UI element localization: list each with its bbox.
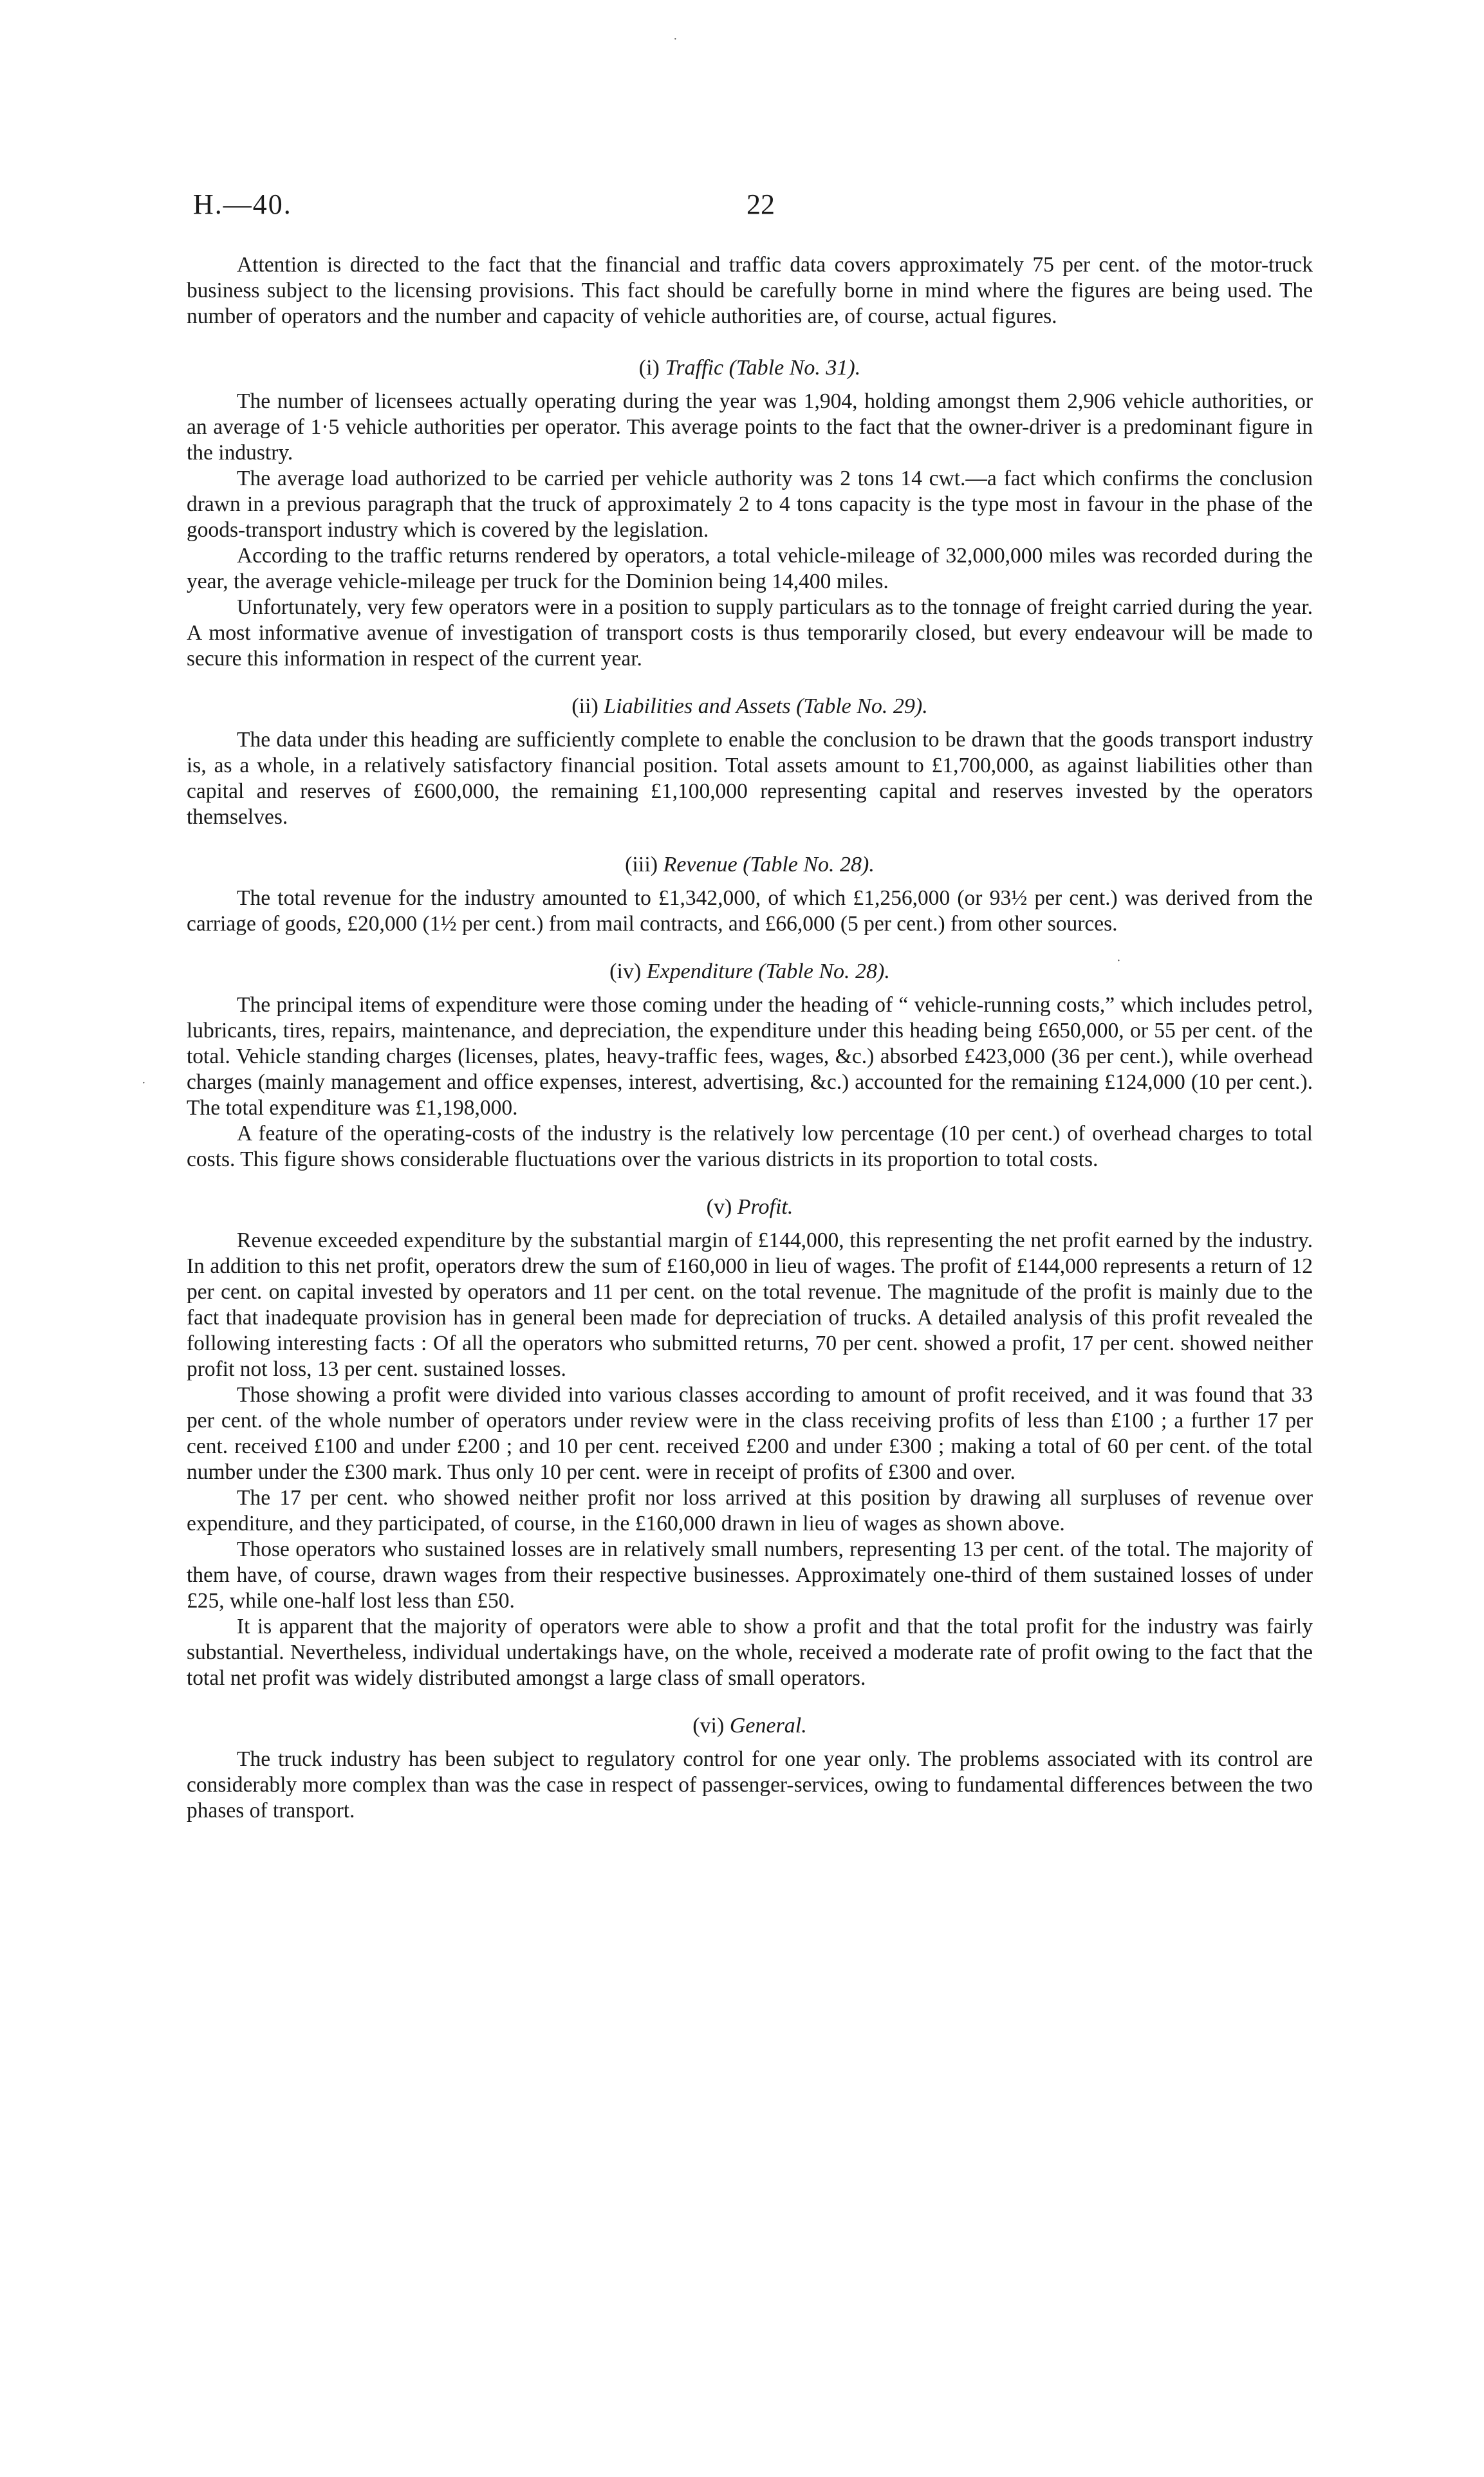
section-number: (iv) (609, 960, 642, 983)
intro-paragraph: Attention is directed to the fact that the financial and traffic data covers approximately 75 per cent. of the motor-truck business subject to the licensing provisions. This fact should be carefully borne in mind where the figures are being used. The number of operators and the number and capacity of vehicle authorities are, of course, actual figures. (187, 253, 1313, 328)
section-paragraph: Revenue exceeded expenditure by the substantial margin of £144,000, this representing the net profit earned by the industry. In addition to this net profit, operators drew the sum of £160,000 in lieu of wages. The profit of £144,000 represents a return of 12 per cent. on capital invested by operators and 11 per cent. on the total revenue. The magnitude of the profit is mainly due to the fact that inadequate provision has in general been made for depreciation of trucks. A detailed analysis of this profit revealed the following interesting facts : Of all the operators who submitted returns, 70 per cent. showed a profit, 17 per cent. showed neither profit not loss, 13 per cent. sustained losses. (187, 1229, 1313, 1381)
section-paragraph: The principal items of expenditure were those coming under the heading of “ vehicle-running costs,” which includes petrol, lubricants, tires, repairs, maintenance, and depreciation, the expenditure under this heading being £650,000, or 55 per cent. of the total. Vehicle standing charges (licenses, plates, heavy-traffic fees, wages, &c.) absorbed £423,000 (36 per cent.), while overhead charges (mainly management and office expenses, interest, advertising, &c.) accounted for the remaining £124,000 (10 per cent.). The total expenditure was £1,198,000. (187, 993, 1313, 1120)
section-paragraph: The data under this heading are sufficiently complete to enable the conclusion to be drawn that the goods transport industry is, as a whole, in a relatively satisfactory financial position. Total assets amount to £1,700,000, as against liabilities other than capital and reserves of £600,000, the remaining £1,100,000 representing capital and reserves invested by the operators themselves. (187, 728, 1313, 829)
section-heading (187, 1194, 1313, 1220)
section-paragraph: A feature of the operating-costs of the industry is the relatively low percentage (10 per cent.) of overhead charges to total costs. This figure shows considerable fluctuations over the various districts in its proportion to total costs. (187, 1122, 1313, 1171)
section-number: (ii) (571, 694, 598, 718)
scan-mark: · (673, 32, 678, 46)
section-number: (vi) (692, 1714, 725, 1738)
section-paragraph: Those operators who sustained losses are in relatively small numbers, representing 13 per cent. of the total. The majority of them have, of course, drawn wages from their respective businesses. Approximately one-third of them sustained losses of under £25, while one-half lost less than £50. (187, 1537, 1313, 1613)
section-heading (187, 694, 1313, 719)
section-heading (187, 355, 1313, 381)
section-paragraph: The 17 per cent. who showed neither profit nor loss arrived at this position by drawing all surpluses of revenue over expenditure, and they participated, of course, in the £160,000 drawn in lieu of wages as shown above. (187, 1486, 1313, 1535)
section-title: Revenue (Table No. 28). (663, 853, 875, 877)
section-heading (187, 852, 1313, 878)
section-heading (187, 1713, 1313, 1739)
page-number: 22 (747, 189, 775, 220)
document-id: H.—40. (193, 189, 292, 220)
sections-container (187, 355, 1313, 1824)
section-title: Traffic (Table No. 31). (665, 356, 861, 380)
section-title: General. (729, 1714, 807, 1738)
section-title: Liabilities and Assets (Table No. 29). (604, 694, 928, 718)
section-paragraph: Unfortunately, very few operators were in a position to supply particulars as to the tonnage of freight carried during the year. A most informative avenue of investigation of transport costs is thus temporarily closed, but every endeavour will be made to secure this information in respect of the current year. (187, 595, 1313, 671)
scan-mark: · (1117, 954, 1121, 968)
section-number: (iii) (625, 853, 658, 877)
section-paragraph: It is apparent that the majority of operators were able to show a profit and that the total profit for the industry was fairly substantial. Nevertheless, individual undertakings have, on the whole, received a moderate rate of profit owing to the fact that the total net profit was widely distributed amongst a large class of small operators. (187, 1615, 1313, 1690)
section-paragraph: Those showing a profit were divided into various classes according to amount of profit received, and it was found that 33 per cent. of the whole number of operators under review were in the class receiving profits of less than £100 ; a further 17 per cent. received £100 and under £200 ; and 10 per cent. received £200 and under £300 ; making a total of 60 per cent. of the total number under the £300 mark. Thus only 10 per cent. were in receipt of profits of £300 and over. (187, 1383, 1313, 1484)
section-number: (i) (638, 356, 660, 380)
section-title: Expenditure (Table No. 28). (646, 960, 890, 983)
section-paragraph: The average load authorized to be carried per vehicle authority was 2 tons 14 cwt.—a fact which confirms the conclusion drawn in a previous paragraph that the truck of approximately 2 to 4 tons capacity is the type most in favour in the phase of the goods-transport industry which is covered by the legislation. (187, 467, 1313, 542)
page-header (193, 188, 1287, 227)
section-paragraph: The truck industry has been subject to regulatory control for one year only. The problems associated with its control are considerably more complex than was the case in respect of passenger-services, owing to fundamental differences between the two phases of transport. (187, 1747, 1313, 1823)
section-number: (v) (706, 1195, 732, 1219)
body-text (187, 252, 1313, 1824)
section-paragraph: The total revenue for the industry amounted to £1,342,000, of which £1,256,000 (or 93½ per cent.) was derived from the carriage of goods, £20,000 (1½ per cent.) from mail contracts, and £66,000 (5 per cent.) from other sources. (187, 886, 1313, 936)
section-heading (187, 959, 1313, 985)
section-paragraph: The number of licensees actually operating during the year was 1,904, holding amongst them 2,906 vehicle authorities, or an average of 1·5 vehicle authorities per operator. This average points to the fact that the owner-driver is a predominant figure in the industry. (187, 389, 1313, 465)
section-title: Profit. (737, 1195, 793, 1219)
scan-mark: · (142, 1076, 146, 1090)
section-paragraph: According to the traffic returns rendered by operators, a total vehicle-mileage of 32,000,000 miles was recorded during the year, the average vehicle-mileage per truck for the Dominion being 14,400 miles. (187, 544, 1313, 593)
